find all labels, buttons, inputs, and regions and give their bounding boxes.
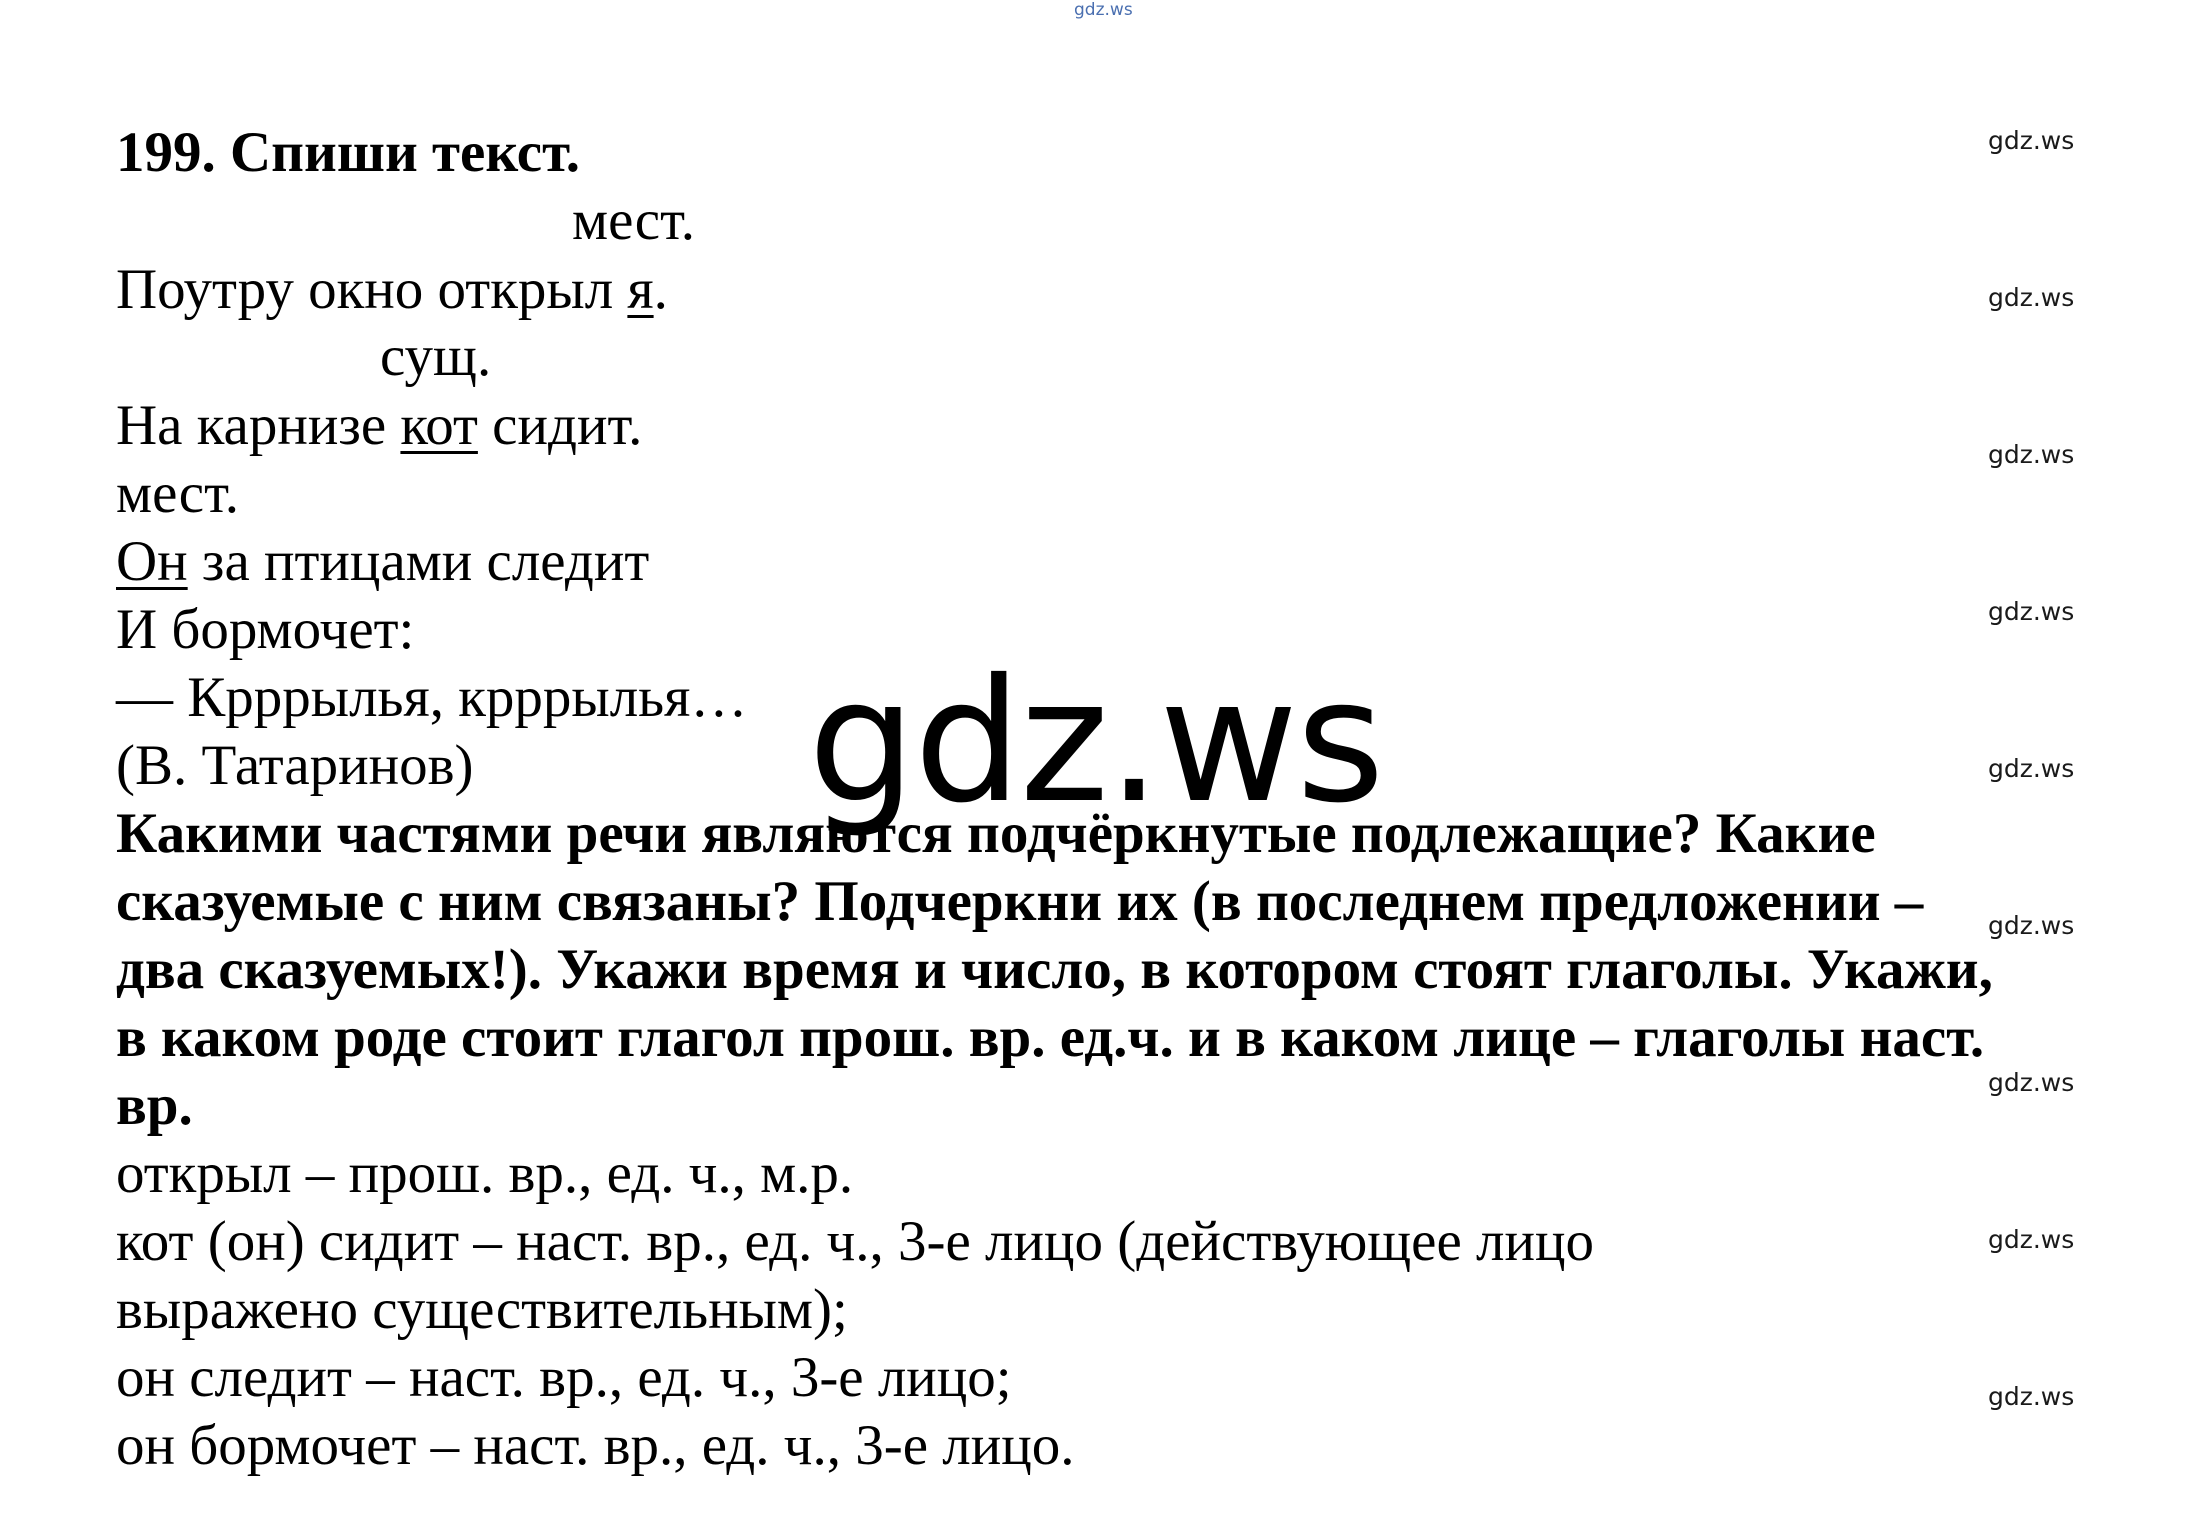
underlined-subject-kot: кот [400,394,478,457]
top-watermark: gdz.ws [1074,0,1133,20]
exercise-title: 199. Спиши текст. [116,121,581,184]
center-watermark: gdz.ws [808,643,1383,841]
answer-line-4: он следит – наст. вр., ед. ч., 3-е лицо; [116,1346,1012,1409]
side-watermark: gdz.ws [1988,440,2075,469]
task-line-2: сказуемые с ним связаны? Подчеркни их (в последнем предложении – [116,870,1924,933]
answer-line-3: выражено существительным); [116,1278,848,1341]
poem-line-2 [116,392,642,460]
annotation-pronoun-2: мест. [116,462,239,525]
side-watermark: gdz.ws [1988,597,2075,626]
poem-line-1-end: . [653,258,668,321]
poem-line-1-text: Поутру окно открыл [116,258,628,321]
answer-line-1: открыл – прош. вр., ед. ч., м.р. [116,1142,854,1205]
side-watermark: gdz.ws [1988,1068,2075,1097]
poem-line-1 [116,256,668,324]
underlined-subject-ya: я [627,258,654,321]
side-watermark: gdz.ws [1988,1225,2075,1254]
annotation-pronoun-1: мест. [572,189,695,252]
poem-line-2-end: сидит. [477,394,643,457]
answer-line-5: он бормочет – наст. вр., ед. ч., 3-е лицо. [116,1414,1075,1477]
poem-line-3-text: за птицами следит [187,530,650,593]
task-line-4: в каком роде стоит глагол прош. вр. ед.ч. и в каком лице – глаголы наст. [116,1006,1985,1069]
side-watermark: gdz.ws [1988,754,2075,783]
task-line-5: вр. [116,1074,193,1137]
poem-author: (В. Татаринов) [116,734,474,797]
task-line-3: два сказуемых!). Укажи время и число, в котором стоят глаголы. Укажи, [116,938,1993,1001]
side-watermark: gdz.ws [1988,283,2075,312]
answer-line-2: кот (он) сидит – наст. вр., ед. ч., 3-е лицо (действующее лицо [116,1210,1594,1273]
side-watermark: gdz.ws [1988,911,2075,940]
poem-line-2-text: На карнизе [116,394,401,457]
underlined-subject-on: Он [116,530,188,593]
task-line-1: Какими частями речи являются подчёркнутые подлежащие? Какие [116,802,1876,865]
poem-line-5: — Крррылья, крррылья… [116,666,748,729]
poem-line-4: И бормочет: [116,598,415,661]
poem-line-3 [116,528,649,596]
side-watermark: gdz.ws [1988,1382,2075,1411]
side-watermark: gdz.ws [1988,126,2075,155]
annotation-noun: сущ. [380,325,492,388]
